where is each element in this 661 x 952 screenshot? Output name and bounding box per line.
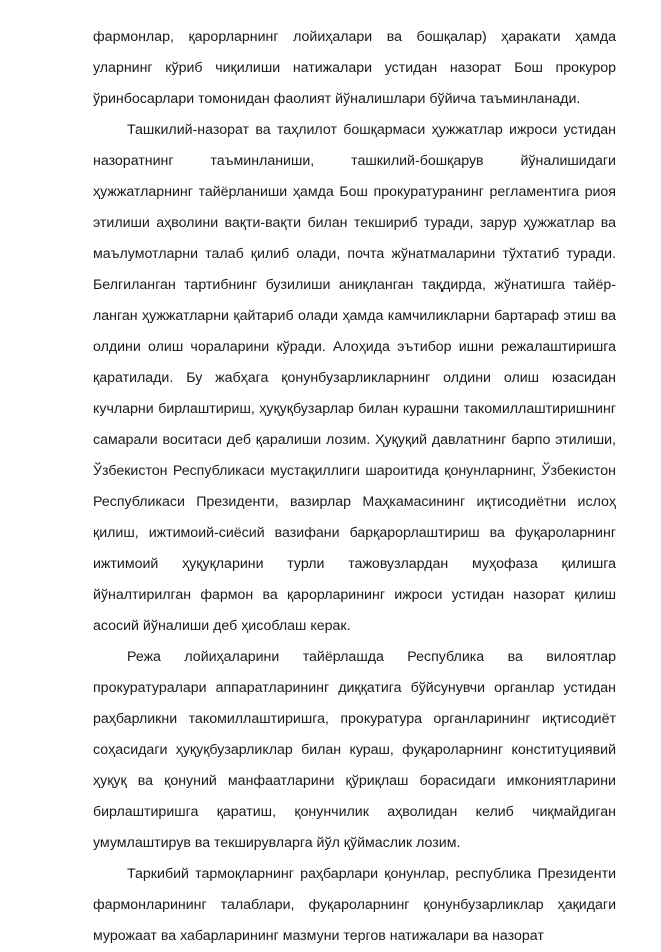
paragraph-continuation: фармонлар, қарорларнинг лойиҳалари ва бошқалар) ҳаракати ҳамда уларнинг кўриб чиқилиши натижалари устидан назорат Бош прокурор ўринбосарлари томонидан фаолият йўналишлари бўйича таъминланади. — [93, 29, 616, 107]
paragraph-control-department: Ташкилий-назорат ва таҳлилот бошқармаси ҳужжатлар ижроси устидан назоратнинг таъминланиши, ташкилий-бошқарув йўналишидаги ҳужжатларнинг тайёрланиши ҳамда Бош прокуратуранинг регламентига риоя этилиши аҳволини вақти-вақти билан текшириб туради, зарур ҳужжатлар ва маълумотларни талаб қилиб олади, почта жўнатмаларини тўхтатиб туради. Белгиланган тартибнинг бузилиши аниқланган тақдирда, жўнатишга тайёр-ланган ҳужжатларни қайтариб олади ҳамда камчиликларни бартараф этиш ва олдини олиш чораларини кўради. Алоҳида эътибор ишни режалаштиришга қаратилади. Бу жабҳага қонунбузарликларнинг олдини олиш юзасидан кучларни бирлаштириш, ҳуқуқбузарлар билан курашни такомиллаштиришнинг самарали воситаси деб қаралиши лозим. Ҳуқуқий давлатнинг барпо этилиши, Ўзбекистон Республикаси мустақиллиги шароитида қонунларнинг, Ўзбекистон Республикаси Президенти, вазирлар Маҳкамасининг иқтисодиётни ислоҳ қилиш, ижтимоий-сиёсий вазифани барқарорлаштириш ва фуқароларнинг ижтимоий ҳуқуқларини турли тажовузлардан муҳофаза қилишга йўналтирилган фармон ва қарорларининг ижроси устидан назорат қилиш асосий йўналиши деб ҳисоблаш керак. — [93, 122, 616, 634]
paragraph-structural-units: Таркибий тармоқларнинг раҳбарлари қонунлар, республика Президенти фармонларининг талаблари, фуқароларнинг қонунбузарликлар ҳақидаги мурожаат ва хабарларининг мазмуни тергов натижалари ва назорат — [93, 866, 616, 944]
paragraph-plan-drafts: Режа лойиҳаларини тайёрлашда Республика ва вилоятлар прокуратуралари аппаратларининг диққатига бўйсунувчи органлар устидан раҳбарликни такомиллаштиришга, прокуратура органларининг иқтисодиёт соҳасидаги ҳуқуқбузарликлар билан кураш, фуқароларнинг конституциявий ҳуқуқ ва қонуний манфаатларини қўриқлаш борасидаги имкониятларини бирлаштиришга қаратиш, қонунчилик аҳволидан келиб чиқмайдиган умумлаштирув ва текширувларга йўл қўймаслик лозим. — [93, 649, 616, 851]
document-page — [93, 22, 616, 952]
